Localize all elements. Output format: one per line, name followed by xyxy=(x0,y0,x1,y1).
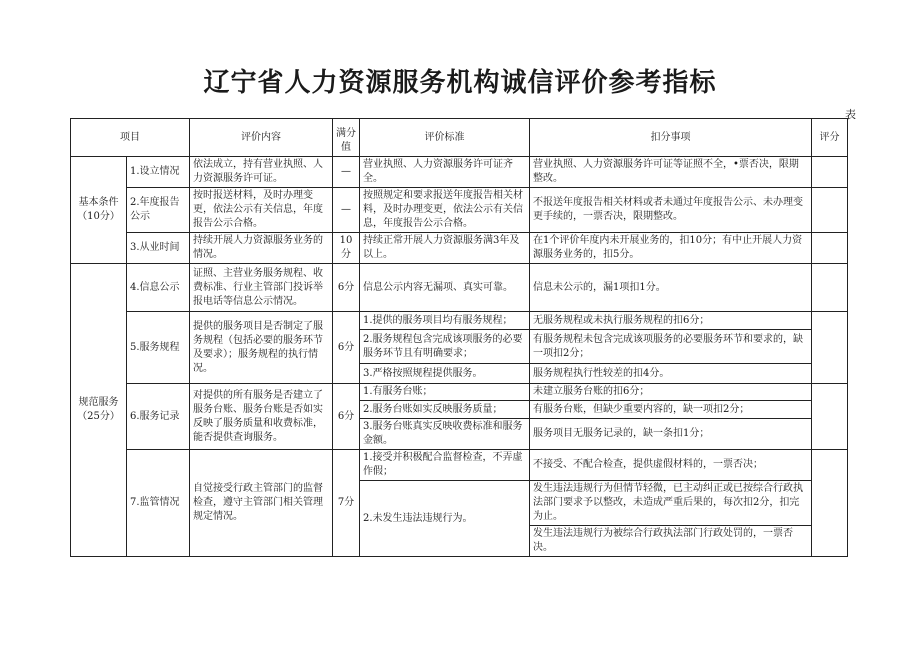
item-cell: 7.监管情况 xyxy=(127,450,190,557)
evaluation-table xyxy=(70,118,848,557)
item-cell: 1.设立情况 xyxy=(127,157,190,188)
item-cell: 2.年度报告公示 xyxy=(127,188,190,233)
header-content: 评价内容 xyxy=(190,119,333,157)
full-score-cell: 6分 xyxy=(333,384,360,450)
deduction-cell: 未建立服务台账的扣6分； xyxy=(530,384,812,401)
deduction-cell: 发生违法违规行为被综合行政执法部门行政处罚的，一票否决。 xyxy=(530,526,812,557)
full-score-cell: — xyxy=(333,188,360,233)
group-norm-label: 规范服务（25分） xyxy=(71,264,127,557)
header-full-score: 满分值 xyxy=(333,119,360,157)
content-cell: 按时报送材料，及时办理变更，依法公示有关信息，年度报告公示合格。 xyxy=(190,188,333,233)
item-cell: 3.从业时间 xyxy=(127,233,190,264)
content-cell: 对提供的所有服务是否建立了服务台账、服务台账是否如实反映了服务质量和收费标准，能否提供查询服务。 xyxy=(190,384,333,450)
score-cell[interactable] xyxy=(812,384,848,450)
content-cell: 提供的服务项目是否制定了服务规程（包括必要的服务环节及要求）；服务规程的执行情况。 xyxy=(190,312,333,384)
table-row xyxy=(71,157,848,188)
full-score-cell: 7分 xyxy=(333,450,360,557)
deduction-cell: 在1个评价年度内未开展业务的，扣10分；有中止开展人力资源服务业务的，扣5分。 xyxy=(530,233,812,264)
header-item: 项目 xyxy=(71,119,190,157)
content-cell: 持续开展人力资源服务业务的情况。 xyxy=(190,233,333,264)
criteria-cell: 3.严格按照规程提供服务。 xyxy=(360,364,530,384)
deduction-cell: 无服务规程或未执行服务规程的扣6分； xyxy=(530,312,812,330)
content-cell: 依法成立，持有营业执照、人力资源服务许可证。 xyxy=(190,157,333,188)
header-criteria: 评价标准 xyxy=(360,119,530,157)
item-cell: 4.信息公示 xyxy=(127,264,190,312)
criteria-cell: 2.服务规程包含完成该项服务的必要服务环节且有明确要求； xyxy=(360,330,530,364)
criteria-cell: 2.服务台账如实反映服务质量； xyxy=(360,401,530,419)
table-row xyxy=(71,312,848,330)
table-row xyxy=(71,233,848,264)
full-score-cell: 6分 xyxy=(333,264,360,312)
score-cell[interactable] xyxy=(812,188,848,233)
deduction-cell: 发生违法违规行为但情节轻微，已主动纠正或已按综合行政执法部门要求予以整改，未造成严重后果的，每次扣2分，扣完为止。 xyxy=(530,481,812,526)
deduction-cell: 营业执照、人力资源服务许可证等证照不全，•票否决，限期整改。 xyxy=(530,157,812,188)
table-header-row xyxy=(71,119,848,157)
criteria-cell: 1.提供的服务项目均有服务规程； xyxy=(360,312,530,330)
item-cell: 6.服务记录 xyxy=(127,384,190,450)
score-cell[interactable] xyxy=(812,312,848,384)
criteria-cell: 营业执照、人力资源服务许可证齐全。 xyxy=(360,157,530,188)
table-row xyxy=(71,264,848,312)
header-deduction: 扣分事项 xyxy=(530,119,812,157)
table-number-label: 表 xyxy=(845,108,856,121)
score-cell[interactable] xyxy=(812,264,848,312)
table-row xyxy=(71,384,848,401)
criteria-cell: 1.有服务台账； xyxy=(360,384,530,401)
criteria-cell: 3.服务台账真实反映收费标准和服务金额。 xyxy=(360,419,530,450)
content-cell: 证照、主营业务服务规程、收费标准、行业主管部门投诉举报电话等信息公示情况。 xyxy=(190,264,333,312)
deduction-cell: 有服务台账，但缺少重要内容的，缺一项扣2分； xyxy=(530,401,812,419)
score-cell[interactable] xyxy=(812,157,848,188)
deduction-cell: 服务规程执行性较差的扣4分。 xyxy=(530,364,812,384)
criteria-cell: 信息公示内容无漏项、真实可靠。 xyxy=(360,264,530,312)
deduction-cell: 有服务规程未包含完成该项服务的必要服务环节和要求的，缺一项扣2分； xyxy=(530,330,812,364)
table-row xyxy=(71,188,848,233)
group-basic-label: 基本条件（10分） xyxy=(71,157,127,264)
full-score-cell: 10分 xyxy=(333,233,360,264)
deduction-cell: 不接受、不配合检查，提供虚假材料的，一票否决； xyxy=(530,450,812,481)
criteria-cell: 按照规定和要求报送年度报告相关材料，及时办理变更，依法公示有关信息，年度报告公示合格。 xyxy=(360,188,530,233)
deduction-cell: 不报送年度报告相关材料或者未通过年度报告公示、未办理变更手续的，一票否决，限期整改。 xyxy=(530,188,812,233)
deduction-cell: 信息未公示的，漏1项扣1分。 xyxy=(530,264,812,312)
score-cell[interactable] xyxy=(812,450,848,557)
item-cell: 5.服务规程 xyxy=(127,312,190,384)
score-cell[interactable] xyxy=(812,233,848,264)
full-score-cell: — xyxy=(333,157,360,188)
criteria-cell: 2.未发生违法违规行为。 xyxy=(360,481,530,557)
deduction-cell: 服务项目无服务记录的，缺一条扣1分； xyxy=(530,419,812,450)
page-title: 辽宁省人力资源服务机构诚信评价参考指标 xyxy=(203,68,717,98)
criteria-cell: 持续正常开展人力资源服务满3年及以上。 xyxy=(360,233,530,264)
criteria-cell: 1.接受并积极配合监督检查，不弄虚作假； xyxy=(360,450,530,481)
header-score: 评分 xyxy=(812,119,848,157)
content-cell: 自觉接受行政主管部门的监督检查，遵守主管部门相关管理规定情况。 xyxy=(190,450,333,557)
full-score-cell: 6分 xyxy=(333,312,360,384)
table-row xyxy=(71,450,848,481)
